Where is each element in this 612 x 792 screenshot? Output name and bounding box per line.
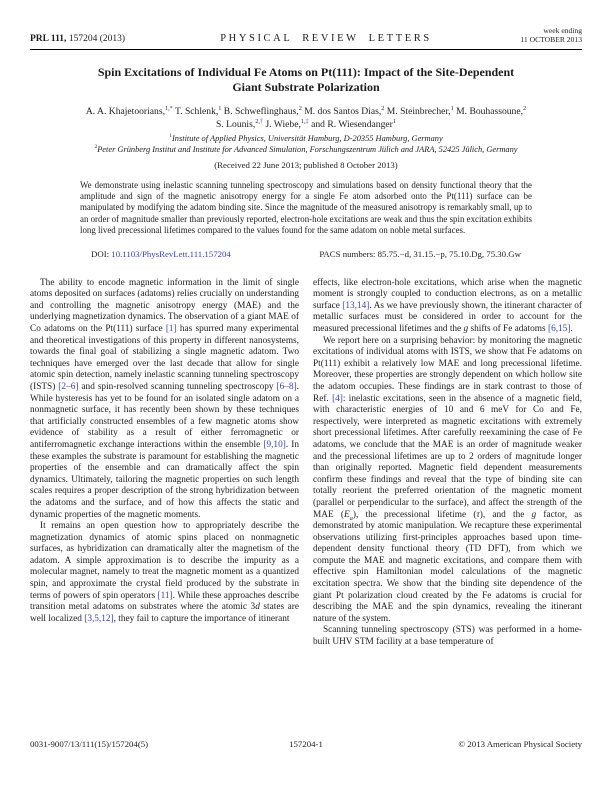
author-footnote-link[interactable]: * <box>169 104 173 112</box>
text-segment: , they fail to capture the importance of itinerant <box>113 613 290 624</box>
text-segment: 1 <box>450 104 454 112</box>
text-segment: 2 <box>381 104 385 112</box>
affiliations <box>30 134 582 156</box>
authors-line-2 <box>30 119 582 132</box>
author-footnote-link[interactable]: ‡ <box>305 117 309 125</box>
citation-link[interactable]: [6–8] <box>276 381 297 392</box>
text-segment: The ability to encode magnetic information in the limit of single atoms deposited on surfaces (adatoms) relies crucially on understanding and controlling the magnetic anisotropy energy (MAE) and the underlying magnetization dynamics. The observation of a giant MAE of Co adatoms on the Pt(111) surface <box>30 277 299 334</box>
text-segment: M. Bouhassoune, <box>453 106 524 117</box>
paragraph <box>313 278 582 336</box>
text-segment: g <box>463 324 469 334</box>
issue-date <box>472 26 582 44</box>
text-segment: 2 <box>523 104 527 112</box>
text-segment: We report here on a surprising behavior: by monitoring the magnetic excitations of individual atoms with ISTS, we show that Fe adatoms on Pt(111) exhibit a relatively low MAE and long precessional lifetime. Moreover, these properties are strongly dependent on which hollow site the adatom occupies. These findings are in stark contrast to those of Ref. <box>313 335 582 404</box>
citation-link[interactable]: [6,15] <box>547 324 571 334</box>
text-segment: Scanning tunneling spectroscopy (STS) was performed in a home-built UHV STM facility at a base temperature of <box>313 625 582 648</box>
text-segment: 2, <box>255 117 260 125</box>
text-segment: A. A. Khajetoorians, <box>85 106 165 117</box>
text-segment: PRL 111, <box>30 34 67 44</box>
doi-pacs-line <box>91 249 521 259</box>
page-number: 157204-1 <box>289 739 323 749</box>
text-segment: Peter Grünberg Institut and Institute for Advanced Simulation, Forschungszentrum Jülich and JARA, 52425 Jülich, Germany <box>97 144 518 154</box>
author-footnote-link[interactable]: † <box>259 117 264 125</box>
text-segment: . While these approaches describe transition metal adatoms on substrates where the atomic 3 <box>30 590 299 613</box>
paragraph <box>313 336 582 626</box>
journal-ref <box>30 34 180 44</box>
paragraph <box>313 625 582 648</box>
issn-code: 0031-9007/13/111(15)/157204(5) <box>30 739 149 749</box>
text-segment: M. Steinbrecher, <box>384 106 451 117</box>
text-segment: and spin-resolved scanning tunneling spectroscopy <box>78 381 277 392</box>
text-segment: d <box>255 602 260 613</box>
text-segment: states are well localized <box>30 602 299 624</box>
text-segment: . While hysteresis has yet to be found for an isolated single adatom on a nonmagnetic surface, it has recently been shown by these techniques that artificially constructed ensembles of a few magnetic atoms show evidence of stability as a result of either ferromagnetic or antiferromagnetic exchange interactions within the ensemble <box>30 381 299 450</box>
text-segment: ), the precessional lifetime ( <box>352 509 477 520</box>
column-right <box>313 278 582 732</box>
text-segment: τ <box>476 509 480 520</box>
citation-link[interactable]: [13,14] <box>342 300 370 311</box>
text-segment: 1 <box>169 133 173 140</box>
text-segment: It remains an open question how to appropriately describe the magnetization dynamics of atomic spins placed on nonmagnetic surfaces, as hybridization can dramatically alter the magnetism of the adatom. A simple approximation is to describe the impurity as a molecular magnet, namely to treat the magnetic moment as a quantized spin, and approximate the crystal field produced by the substrate in terms of powers of spin operators <box>30 521 299 601</box>
text-segment: . As we have previously shown, the itinerant character of metallic surfaces must be considered in order to account for the measured precessional lifetimes and the <box>313 300 582 334</box>
received-line: (Received 22 June 2013; published 8 October 2013) <box>214 159 398 170</box>
affiliation-2 <box>30 145 582 156</box>
text-segment: a <box>349 514 353 522</box>
author-list <box>30 106 582 131</box>
journal-name: PHYSICAL REVIEW LETTERS <box>220 33 432 44</box>
text-segment: 2 <box>94 144 98 150</box>
abstract: We demonstrate using inelastic scanning tunneling spectroscopy and simulations based on density functional theory that the amplitude and sign of the magnetic anisotropy energy for a single Fe atom adsorbed onto the Pt(111) surface can be manipulated by modifying the adatom binding site. Since the magnitude of the measured anisotropy is remarkably small, up to an order of magnitude smaller than previously reported, electron-hole excitations are weak and thus the spin excitation exhibits long lived precessional lifetimes compared to the values found for the same adatom on noble metal surfaces. <box>80 179 532 236</box>
text-segment: S. Lounis, <box>216 118 256 130</box>
week-ending-label: week ending <box>543 26 582 35</box>
citation-link[interactable]: [3,5,12] <box>84 613 114 624</box>
text-segment: ), and the <box>479 509 532 520</box>
doi-label: DOI: <box>91 248 110 259</box>
page-footer <box>30 739 582 749</box>
citation-link[interactable]: [1] <box>165 324 177 334</box>
text-segment: B. Schweflinghaus, <box>221 106 299 117</box>
text-segment: factor, as demonstrated by atomic manipulation. We recapture these experimental observations utilizing first-principles approaches based upon time-dependent density functional theory (TD DFT), from which we compute the MAE and magnetic excitations, and compare them with effective spin Hamiltonian model calculations of the magnetic excitation spectra. We show that the binding site dependence of the giant Pt polarization cloud created by the Fe adatoms is crucial for describing the MAE and the spin dynamics, revealing the itinerant nature of the system. <box>313 509 582 624</box>
column-left <box>30 278 299 732</box>
text-segment: has spurred many experimental and theoretical investigations of this property in different nanosystems, towards the final goal of stabilizing a single magnetic adatom. Two techniques have emerged over the last decade that allow for single atomic spin detection, namely inelastic scanning tunneling spectroscopy (ISTS) <box>30 324 299 392</box>
text-segment: g <box>531 509 537 520</box>
text-segment: 2 <box>298 104 302 112</box>
text-segment: E <box>343 509 350 520</box>
text-segment: M. dos Santos Dias, <box>301 106 382 117</box>
text-segment: Institute of Applied Physics, Universität Hamburg, D-20355 Hamburg, Germany <box>172 134 443 143</box>
text-segment: T. Schlenk, <box>172 106 219 117</box>
text-segment: 157204 (2013) <box>66 34 126 44</box>
citation-link[interactable]: [2–6] <box>58 381 79 392</box>
text-segment: J. Wiebe, <box>263 118 301 130</box>
text-segment: . In these examples the substrate is paramount for establishing the magnetic properties of the ensemble and can dramatically affect the spin dynamics. Ultimately, tailoring the magnetic properties on such length scales requires a proper description of the strong hybridization between the adatoms and the surface, and of how this affects the static and dynamic properties of the magnetic moments. <box>30 439 299 520</box>
text-segment: effects, like electron-hole excitations, which arise when the magnetic moment is strongly coupled to conduction electrons, as on a metallic surface <box>313 277 582 311</box>
paragraph <box>30 521 299 625</box>
doi-block <box>91 249 231 259</box>
doi-link[interactable]: 10.1103/PhysRevLett.111.157204 <box>111 248 231 259</box>
text-segment: and R. Wiesendanger <box>308 118 393 130</box>
text-segment: 1, <box>164 104 170 112</box>
paragraph <box>30 278 299 521</box>
issue-date-value: 11 OCTOBER 2013 <box>520 35 582 44</box>
affiliation-1 <box>30 134 582 145</box>
copyright-notice: © 2013 American Physical Society <box>458 739 582 749</box>
citation-link[interactable]: [11] <box>157 590 173 601</box>
body-columns <box>30 278 582 732</box>
text-segment: shifts of Fe adatoms <box>468 324 548 334</box>
page-title <box>30 65 582 95</box>
title-line-2: Giant Substrate Polarization <box>232 80 380 94</box>
journal-header <box>30 26 582 50</box>
pacs-numbers: PACS numbers: 85.75.−d, 31.15.−p, 75.10.Dg, 75.30.Gw <box>319 248 521 259</box>
text-segment: 1 <box>392 117 396 125</box>
text-segment: . <box>570 324 573 334</box>
citation-link[interactable]: [4] <box>332 393 343 404</box>
title-line-1: Spin Excitations of Individual Fe Atoms on Pt(111): Impact of the Site-Dependent <box>97 65 515 79</box>
citation-link[interactable]: [9,10] <box>263 439 286 450</box>
text-segment: 1, <box>300 117 306 125</box>
text-segment: : inelastic excitations, seen in the absence of a magnetic field, with characteristic energies of 10 and 6 meV for Co and Fe, respectively, were interpreted as magnetic excitations with extremely short precessional lifetimes. After carefully reexamining the case of Fe adatoms, we conclude that the MAE is an order of magnitude weaker and the precessional lifetimes are up to 2 orders of magnitude longer than originally reported. Magnetic field dependent measurements confirm these findings and reveal that the type of binding site can totally reorient the preferred orientation of the magnetic moment (parallel or perpendicular to the surface), and affect the strength of the MAE ( <box>313 393 582 520</box>
text-segment: 1 <box>218 104 222 112</box>
